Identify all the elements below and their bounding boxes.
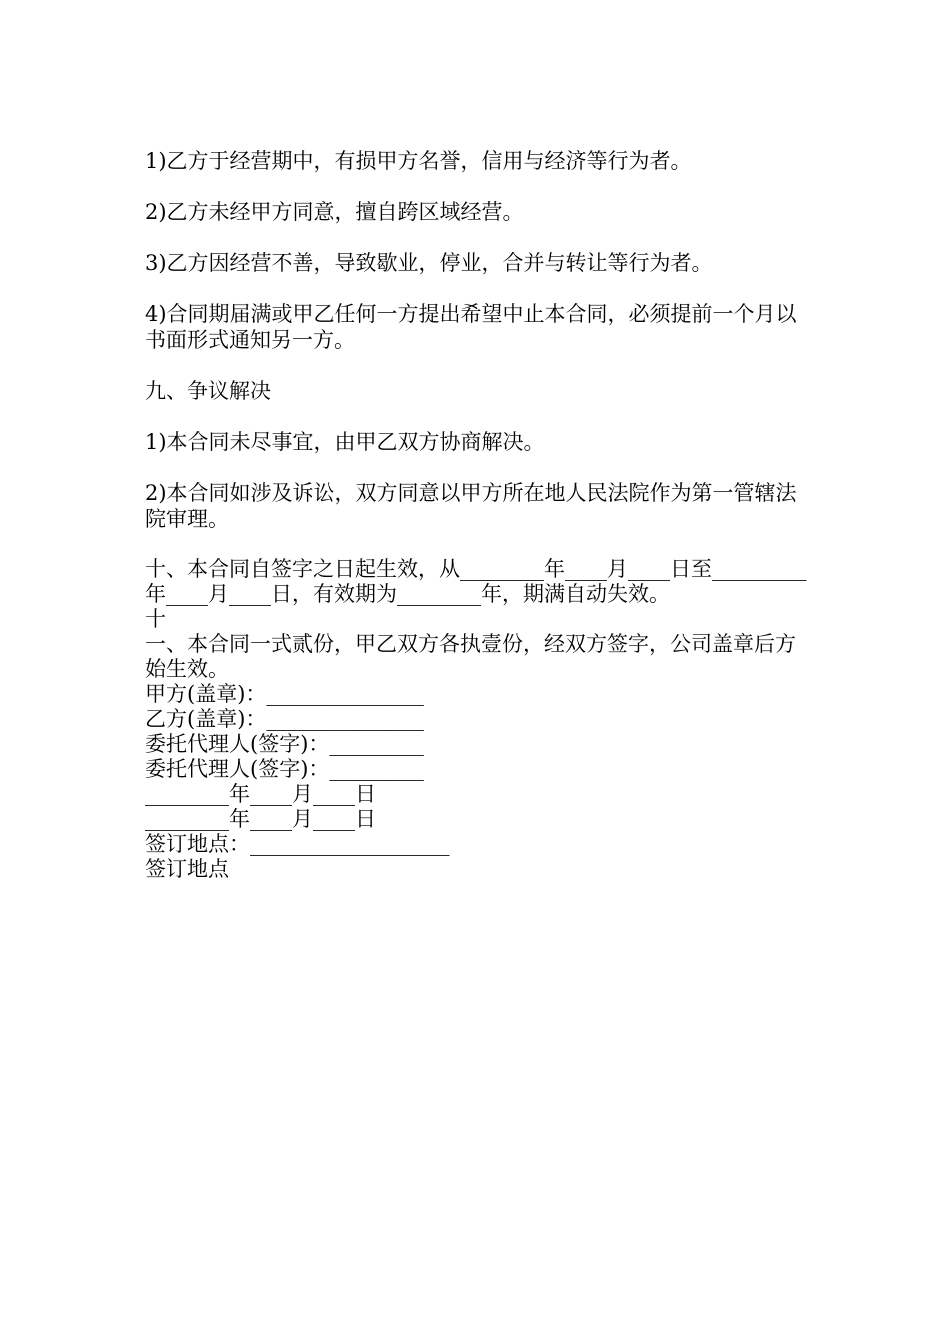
- clause-1: 1)乙方于经营期中，有损甲方名誉，信用与经济等行为者。: [145, 149, 692, 173]
- section-10-text: 十、本合同自签字之日起生效，从________年____月____日至_________年____月____日，有效期为________年，期满自动失效。: [145, 557, 807, 606]
- contract-body: [145, 148, 810, 882]
- section-9-clause-2: 2)本合同如涉及诉讼，双方同意以甲方所在地人民法院作为第一管辖法院审理。: [145, 481, 797, 531]
- agent-b-signature-line: 委托代理人(签字)：_________: [145, 757, 424, 781]
- clause-3: 3)乙方因经营不善，导致歇业，停业，合并与转让等行为者。: [145, 251, 713, 275]
- party-b-seal-line: 乙方(盖章)：_______________: [145, 707, 424, 731]
- date-line-b: ________年____月____日: [145, 807, 376, 831]
- party-a-seal-line: 甲方(盖章)：_______________: [145, 682, 424, 706]
- agent-a-signature-line: 委托代理人(签字)：_________: [145, 732, 424, 756]
- date-line-a: ________年____月____日: [145, 782, 376, 806]
- section-9-heading: 九、争议解决: [145, 379, 271, 403]
- signing-place-label: 签订地点: [145, 857, 229, 881]
- section-9-clause-1: 1)本合同未尽事宜，由甲乙双方协商解决。: [145, 430, 545, 454]
- section-11-heading: 十: [145, 607, 166, 631]
- signing-place-line: 签订地点：___________________: [145, 832, 450, 856]
- clause-2: 2)乙方未经甲方同意，擅自跨区域经营。: [145, 200, 524, 224]
- clause-4: 4)合同期届满或甲乙任何一方提出希望中止本合同，必须提前一个月以书面形式通知另一方。: [145, 302, 797, 352]
- section-11-text: 一、本合同一式贰份，甲乙双方各执壹份，经双方签字，公司盖章后方始生效。: [145, 632, 796, 681]
- signature-block: [145, 682, 810, 882]
